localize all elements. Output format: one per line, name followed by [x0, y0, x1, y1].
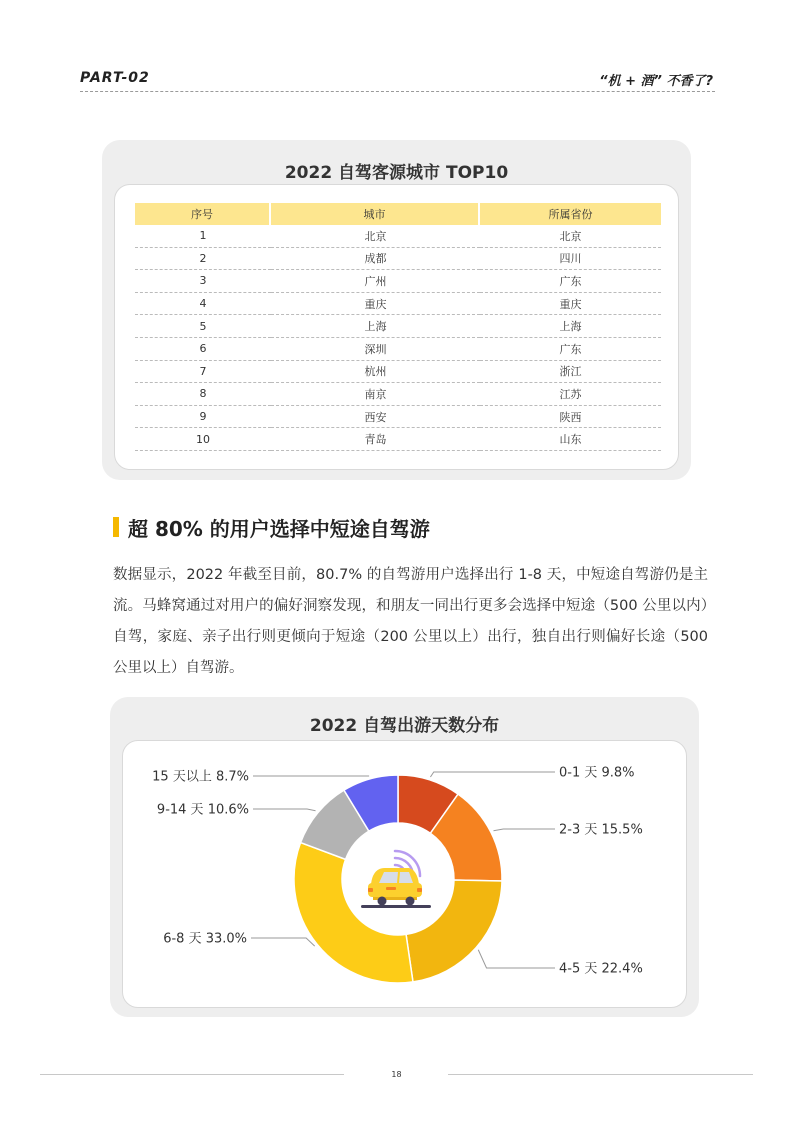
slice-label: 2-3 天 15.5%	[559, 822, 643, 838]
province-cell: 广东	[480, 270, 661, 293]
section-accent-bar	[113, 517, 119, 537]
city-cell: 成都	[271, 248, 480, 271]
province-cell: 山东	[480, 428, 661, 451]
city-cell: 广州	[271, 270, 480, 293]
section-heading: 超 80% 的用户选择中短途自驾游	[128, 517, 430, 541]
rank-cell: 1	[135, 225, 271, 248]
slice-label: 9-14 天 10.6%	[156, 802, 249, 818]
province-cell: 四川	[480, 248, 661, 271]
leader-line	[253, 809, 316, 811]
rank-cell: 6	[135, 338, 271, 361]
leader-line	[251, 938, 315, 946]
header-chapter-title: “机 + 酒” 不香了?	[599, 74, 713, 89]
rank-cell: 8	[135, 383, 271, 406]
column-header-province: 所属省份	[480, 203, 661, 225]
column-header-rank: 序号	[135, 203, 271, 225]
city-ranking-table	[135, 203, 661, 451]
table-header-row	[135, 203, 661, 225]
city-ranking-title: 2022 自驾客源城市 TOP10	[284, 163, 509, 183]
province-cell: 浙江	[480, 361, 661, 384]
table-row	[135, 361, 661, 384]
table-row	[135, 293, 661, 316]
table-row	[135, 383, 661, 406]
city-cell: 南京	[271, 383, 480, 406]
leader-line	[430, 772, 555, 777]
rank-cell: 4	[135, 293, 271, 316]
city-cell: 杭州	[271, 361, 480, 384]
leader-line	[493, 829, 555, 831]
rank-cell: 5	[135, 315, 271, 338]
table-row	[135, 225, 661, 248]
rank-cell: 2	[135, 248, 271, 271]
donut-chart	[123, 741, 688, 1009]
paragraph-text: 数据显示，2022 年截至目前，80.7% 的自驾游用户选择出行 1-8 天，中短途自驾游仍是主流。马蜂窝通过对用户的偏好洞察发现，和朋友一同出行更多会选择中短途（500 公里以内）自驾，家庭、亲子出行则更倾向于短途（200 公里以上）出行，独自出行则偏好长途（500 公里以上）自驾游。	[113, 567, 708, 676]
table-row	[135, 315, 661, 338]
table-row	[135, 270, 661, 293]
province-cell: 上海	[480, 315, 661, 338]
trip-duration-card	[110, 697, 699, 1017]
trip-duration-panel	[122, 740, 687, 1008]
slice-label: 4-5 天 22.4%	[559, 961, 643, 977]
table-row	[135, 338, 661, 361]
province-cell: 北京	[480, 225, 661, 248]
slice-label: 6-8 天 33.0%	[163, 931, 247, 947]
city-ranking-card	[102, 140, 691, 480]
province-cell: 陕西	[480, 406, 661, 429]
slice-label: 0-1 天 9.8%	[559, 765, 635, 781]
header-divider	[80, 91, 715, 92]
page-number: 18	[391, 1070, 402, 1079]
province-cell: 广东	[480, 338, 661, 361]
city-cell: 西安	[271, 406, 480, 429]
city-cell: 重庆	[271, 293, 480, 316]
table-row	[135, 406, 661, 429]
city-ranking-panel	[114, 184, 679, 470]
city-cell: 青岛	[271, 428, 480, 451]
city-cell: 上海	[271, 315, 480, 338]
column-header-city: 城市	[271, 203, 480, 225]
body-paragraph	[113, 560, 708, 684]
rank-cell: 10	[135, 428, 271, 451]
chart-title: 2022 自驾出游天数分布	[309, 716, 500, 736]
rank-cell: 7	[135, 361, 271, 384]
table-row	[135, 248, 661, 271]
rank-cell: 9	[135, 406, 271, 429]
city-cell: 北京	[271, 225, 480, 248]
table-row	[135, 428, 661, 451]
slice-label: 15 天以上 8.7%	[152, 769, 249, 785]
header-section-label: PART-02	[80, 70, 150, 86]
province-cell: 重庆	[480, 293, 661, 316]
leader-line	[478, 950, 555, 968]
province-cell: 江苏	[480, 383, 661, 406]
city-cell: 深圳	[271, 338, 480, 361]
rank-cell: 3	[135, 270, 271, 293]
